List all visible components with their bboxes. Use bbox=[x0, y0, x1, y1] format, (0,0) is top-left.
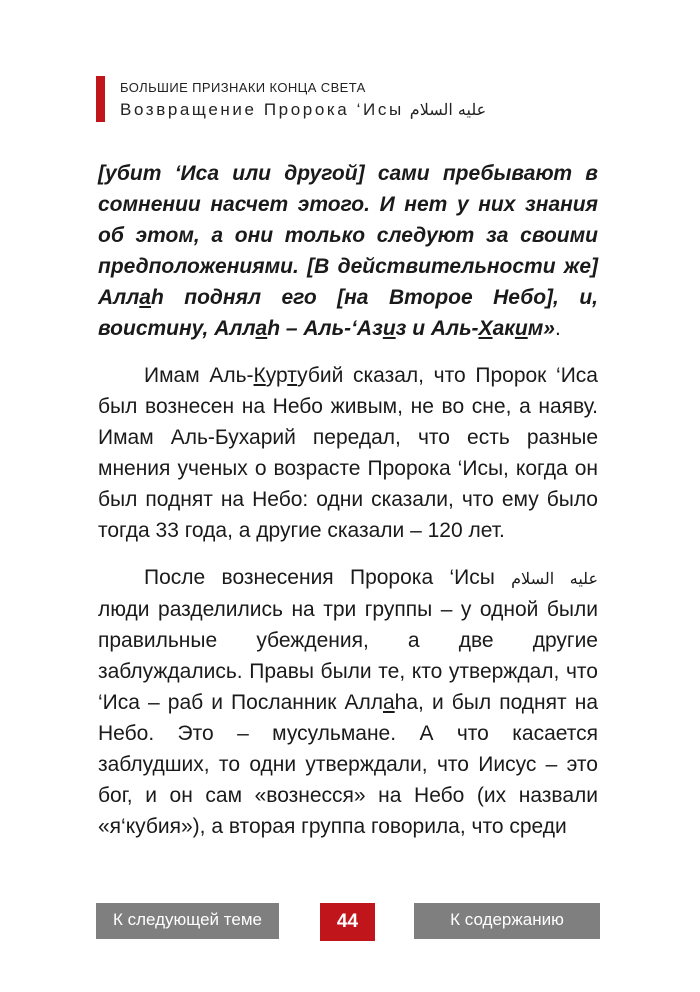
chapter-section-title: БОЛЬШИЕ ПРИЗНАКИ КОНЦА СВЕТА bbox=[120, 80, 366, 95]
paragraph-qurtubi bbox=[98, 360, 598, 546]
paragraph-ascension bbox=[98, 562, 598, 842]
quote-underline-2: а bbox=[255, 317, 268, 340]
honorific-calligraphy-inline: عليه السلام bbox=[511, 569, 598, 588]
para2-underline-1: а bbox=[382, 691, 395, 714]
quote-underline-3: и bbox=[382, 317, 396, 340]
quote-underline-4: Х bbox=[478, 317, 493, 340]
quote-text-1: [убит ‘Иса или другой] сами пребывают в сомнении насчет этого. И нет у них знания об этом, а они только следуют за своими предположениями. [В действительности же] Алл bbox=[98, 162, 598, 309]
para1-underline-1: К bbox=[253, 364, 266, 387]
chapter-title bbox=[120, 100, 486, 120]
quote-text-5: ак bbox=[492, 317, 515, 340]
para2-text-1: После вознесения Пророка ‘Исы bbox=[144, 566, 495, 589]
quote-end-period: . bbox=[554, 317, 561, 340]
chapter-header bbox=[96, 76, 616, 122]
quote-underline-1: а bbox=[139, 286, 151, 309]
para1-text-1: Имам Аль- bbox=[144, 364, 254, 387]
chapter-title-text: Возвращение Пророка ‘Исы bbox=[120, 100, 404, 119]
header-accent-bar bbox=[96, 76, 105, 122]
quote-text-6: м» bbox=[527, 317, 555, 340]
para1-underline-2: т bbox=[287, 364, 298, 387]
quote-text-4: з и Аль- bbox=[395, 317, 479, 340]
page-number: 44 bbox=[320, 903, 375, 941]
para1-text-2: ур bbox=[265, 364, 288, 387]
quote-underline-5: и bbox=[514, 317, 528, 340]
honorific-calligraphy: عليه السلام bbox=[409, 100, 487, 119]
para2-text-3: hа, и был поднят на Небо. Это – мусульмане. А что касается заблудших, то одни утверждали, что Иисус – это бог, и он сам «вознесся» на Небо (их назвали «я‘кубия»), а вторая группа говорила, что среди bbox=[98, 691, 599, 838]
page-footer bbox=[0, 903, 700, 943]
para2-text-2: люди разделились на три группы – у одной были правильные убеждения, а две другие заблуждались. Правы были те, кто утверждал, что ‘Иса – раб и Посланник Алл bbox=[98, 598, 598, 714]
para1-text-3: убий сказал, что Пророк ‘Иса был вознесен на Небо живым, не во сне, а наяву. Имам Аль-Бухарий передал, что есть разные мнения ученых о возрасте Пророка ‘Исы, когда он был поднят на Небо: одни сказали, что ему было тогда 33 года, а другие сказали – 120 лет. bbox=[98, 364, 598, 542]
quran-quote bbox=[98, 158, 598, 344]
quote-text-3: h – Аль-‘Аз bbox=[267, 317, 383, 340]
next-topic-button[interactable]: К следующей теме bbox=[96, 903, 279, 939]
table-of-contents-button[interactable]: К содержанию bbox=[414, 903, 600, 939]
page-body bbox=[98, 158, 598, 842]
quote-text-2: h поднял его [на Второе Небо], и, воистину, Алл bbox=[98, 286, 598, 340]
